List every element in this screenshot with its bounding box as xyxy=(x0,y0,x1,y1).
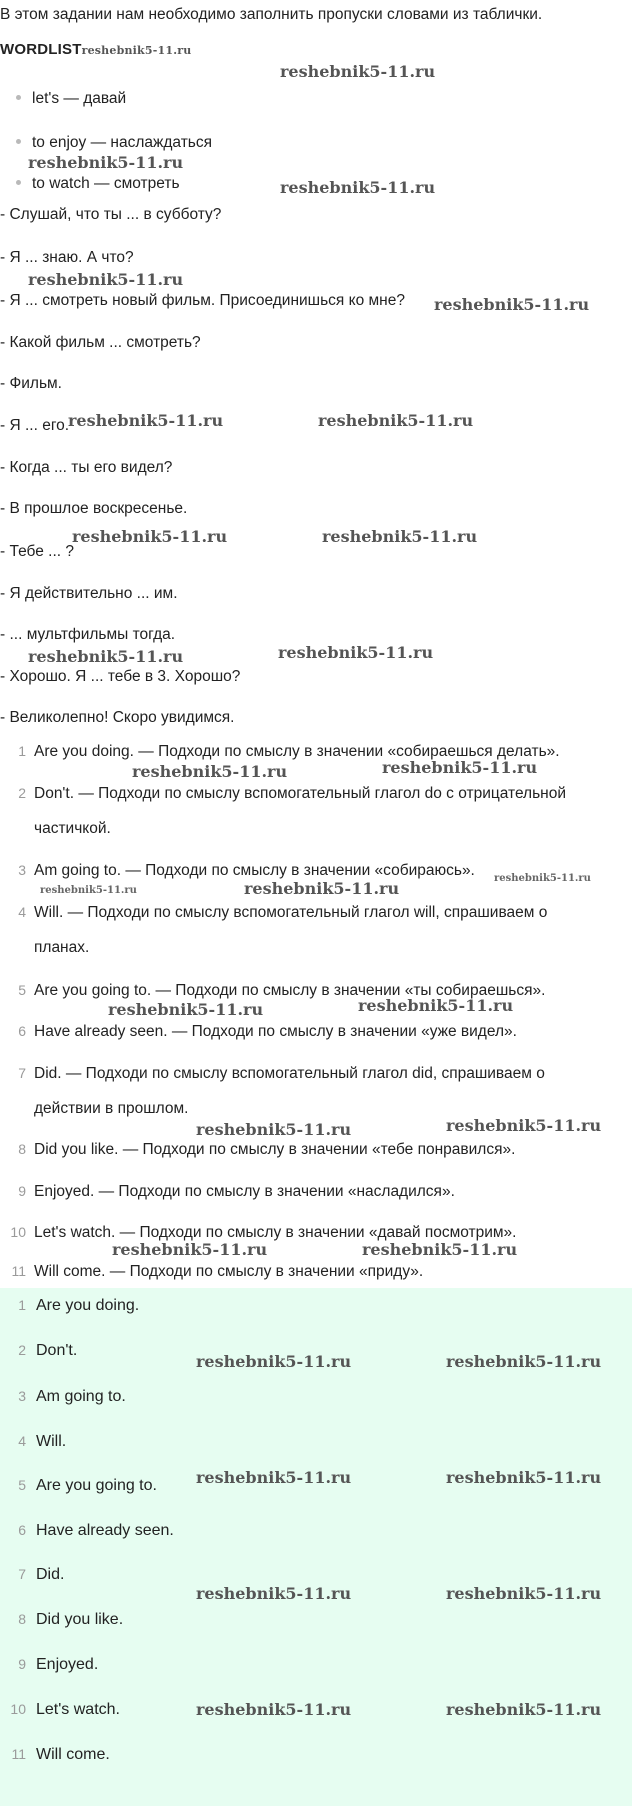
dialogue-line: - Я ... смотреть новый фильм. Присоединишься ко мне? xyxy=(0,292,405,309)
item-number: 1 xyxy=(18,743,26,759)
item-number: 9 xyxy=(18,1183,26,1199)
dialogue-line: - Слушай, что ты ... в субботу? xyxy=(0,206,222,223)
wordlist-title xyxy=(0,41,191,58)
answer-text: Will. xyxy=(36,1433,67,1450)
answer-text: Will come. xyxy=(36,1746,110,1763)
wordlist-item: to enjoy — наслаждаться xyxy=(16,134,212,152)
watermark: reshebnik5-11.ru xyxy=(196,1468,352,1487)
watermark: reshebnik5-11.ru xyxy=(382,758,538,777)
explanation-text: Enjoyed. — Подходи по смыслу в значении «насладился». xyxy=(34,1183,455,1200)
watermark: reshebnik5-11.ru xyxy=(28,153,184,172)
item-number: 10 xyxy=(10,1701,26,1717)
answer-text: Enjoyed. xyxy=(36,1656,99,1673)
answer-text: Did you like. xyxy=(36,1611,124,1628)
watermark: reshebnik5-11.ru xyxy=(434,295,590,314)
watermark: reshebnik5-11.ru xyxy=(446,1700,602,1719)
answer-text: Are you going to. xyxy=(36,1477,157,1494)
watermark: reshebnik5-11.ru xyxy=(446,1584,602,1603)
dialogue-line: - ... мультфильмы тогда. xyxy=(0,626,176,643)
item-number: 1 xyxy=(18,1297,26,1313)
watermark: reshebnik5-11.ru xyxy=(280,178,436,197)
answer-text: Did. xyxy=(36,1566,65,1583)
item-number: 10 xyxy=(10,1224,26,1240)
watermark: reshebnik5-11.ru xyxy=(40,885,137,896)
watermark: reshebnik5-11.ru xyxy=(112,1240,268,1259)
watermark: reshebnik5-11.ru xyxy=(446,1468,602,1487)
item-number: 5 xyxy=(18,982,26,998)
dialogue-line: - Я действительно ... им. xyxy=(0,585,178,602)
explanation-item xyxy=(0,862,475,880)
item-number: 6 xyxy=(18,1522,26,1538)
wordlist-item: to watch — смотреть xyxy=(16,175,180,193)
dialogue-line: - Я ... знаю. А что? xyxy=(0,249,134,266)
item-number: 7 xyxy=(18,1566,26,1582)
explanation-item xyxy=(0,1183,455,1201)
dialogue-line: - Великолепно! Скоро увидимся. xyxy=(0,709,235,726)
explanation-text: Have already seen. — Подходи по смыслу в значении «уже видел». xyxy=(34,1023,517,1040)
explanation-item xyxy=(0,1065,545,1083)
dialogue-line: - Хорошо. Я ... тебе в 3. Хорошо? xyxy=(0,668,241,685)
dialogue-line: - Какой фильм ... смотреть? xyxy=(0,334,201,351)
watermark: reshebnik5-11.ru xyxy=(132,762,288,781)
answer-item xyxy=(0,1701,120,1719)
explanation-text: Will. — Подходи по смыслу вспомогательный глагол will, спрашиваем о xyxy=(34,904,548,921)
explanation-item xyxy=(0,904,547,922)
explanation-continuation: действии в прошлом. xyxy=(34,1100,189,1117)
explanation-text: Don't. — Подходи по смыслу вспомогательный глагол do с отрицательной xyxy=(34,785,567,802)
explanation-item xyxy=(0,785,566,803)
explanation-item xyxy=(0,1263,423,1281)
watermark: reshebnik5-11.ru xyxy=(72,527,228,546)
item-number: 5 xyxy=(18,1477,26,1493)
explanation-continuation: частичкой. xyxy=(34,820,111,837)
answer-item xyxy=(0,1746,110,1764)
explanation-text: Did you like. — Подходи по смыслу в значении «тебе понравился». xyxy=(34,1141,516,1158)
watermark: reshebnik5-11.ru xyxy=(280,62,436,81)
answer-text: Am going to. xyxy=(36,1388,126,1405)
answer-item xyxy=(0,1433,66,1451)
dialogue-line: - Я ... его. xyxy=(0,417,70,434)
watermark: reshebnik5-11.ru xyxy=(196,1700,352,1719)
answer-item xyxy=(0,1477,157,1495)
item-number: 8 xyxy=(18,1141,26,1157)
wordlist-title-text: WORDLIST xyxy=(0,41,82,58)
answer-item xyxy=(0,1656,98,1674)
explanation-continuation: планах. xyxy=(34,939,90,956)
item-number: 2 xyxy=(18,785,26,801)
explanation-text: Did. — Подходи по смыслу вспомогательный глагол did, спрашиваем о xyxy=(34,1065,545,1082)
watermark: reshebnik5-11.ru xyxy=(196,1352,352,1371)
explanation-text: Will come. — Подходи по смыслу в значении «приду». xyxy=(34,1263,424,1280)
watermark: reshebnik5-11.ru xyxy=(68,411,224,430)
watermark: reshebnik5-11.ru xyxy=(322,527,478,546)
item-number: 8 xyxy=(18,1611,26,1627)
item-number: 7 xyxy=(18,1065,26,1081)
dialogue-line: - Тебе ... ? xyxy=(0,543,74,560)
watermark: reshebnik5-11.ru xyxy=(108,1000,264,1019)
item-number: 3 xyxy=(18,862,26,878)
explanation-text: Are you doing. — Подходи по смыслу в значении «собираешься делать». xyxy=(34,743,560,760)
answer-item xyxy=(0,1342,77,1360)
answer-item xyxy=(0,1297,139,1315)
answer-text: Don't. xyxy=(36,1342,78,1359)
watermark: reshebnik5-11.ru xyxy=(318,411,474,430)
item-number: 11 xyxy=(11,1746,26,1762)
watermark: reshebnik5-11.ru xyxy=(358,996,514,1015)
item-number: 9 xyxy=(18,1656,26,1672)
item-number: 4 xyxy=(18,904,26,920)
explanation-text: Am going to. — Подходи по смыслу в значении «собираюсь». xyxy=(34,862,475,879)
watermark: reshebnik5-11.ru xyxy=(446,1116,602,1135)
answer-item xyxy=(0,1611,123,1629)
answer-item xyxy=(0,1388,126,1406)
answer-item xyxy=(0,1522,174,1540)
watermark: reshebnik5-11.ru xyxy=(244,879,400,898)
explanation-text: Let's watch. — Подходи по смыслу в значении «давай посмотрим». xyxy=(34,1224,517,1241)
watermark: reshebnik5-11.ru xyxy=(81,44,192,57)
item-number: 2 xyxy=(18,1342,26,1358)
watermark: reshebnik5-11.ru xyxy=(494,873,591,884)
watermark: reshebnik5-11.ru xyxy=(196,1120,352,1139)
watermark: reshebnik5-11.ru xyxy=(278,643,434,662)
watermark: reshebnik5-11.ru xyxy=(446,1352,602,1371)
explanation-item xyxy=(0,1023,517,1041)
explanation-text: Are you going to. — Подходи по смыслу в значении «ты собираешься». xyxy=(34,982,546,999)
watermark: reshebnik5-11.ru xyxy=(362,1240,518,1259)
watermark: reshebnik5-11.ru xyxy=(28,270,184,289)
answer-text: Have already seen. xyxy=(36,1522,174,1539)
wordlist-item: let's — давай xyxy=(16,90,126,108)
explanation-item xyxy=(0,1141,515,1159)
answer-text: Are you doing. xyxy=(36,1297,140,1314)
watermark: reshebnik5-11.ru xyxy=(196,1584,352,1603)
dialogue-line: - В прошлое воскресенье. xyxy=(0,500,188,517)
item-number: 6 xyxy=(18,1023,26,1039)
intro-text: В этом задании нам необходимо заполнить пропуски словами из таблички. xyxy=(0,6,543,23)
answer-text: Let's watch. xyxy=(36,1701,120,1718)
watermark: reshebnik5-11.ru xyxy=(28,647,184,666)
item-number: 3 xyxy=(18,1388,26,1404)
dialogue-line: - Когда ... ты его видел? xyxy=(0,459,173,476)
dialogue-line: - Фильм. xyxy=(0,375,62,392)
answer-item xyxy=(0,1566,64,1584)
item-number: 4 xyxy=(18,1433,26,1449)
item-number: 11 xyxy=(11,1263,26,1279)
